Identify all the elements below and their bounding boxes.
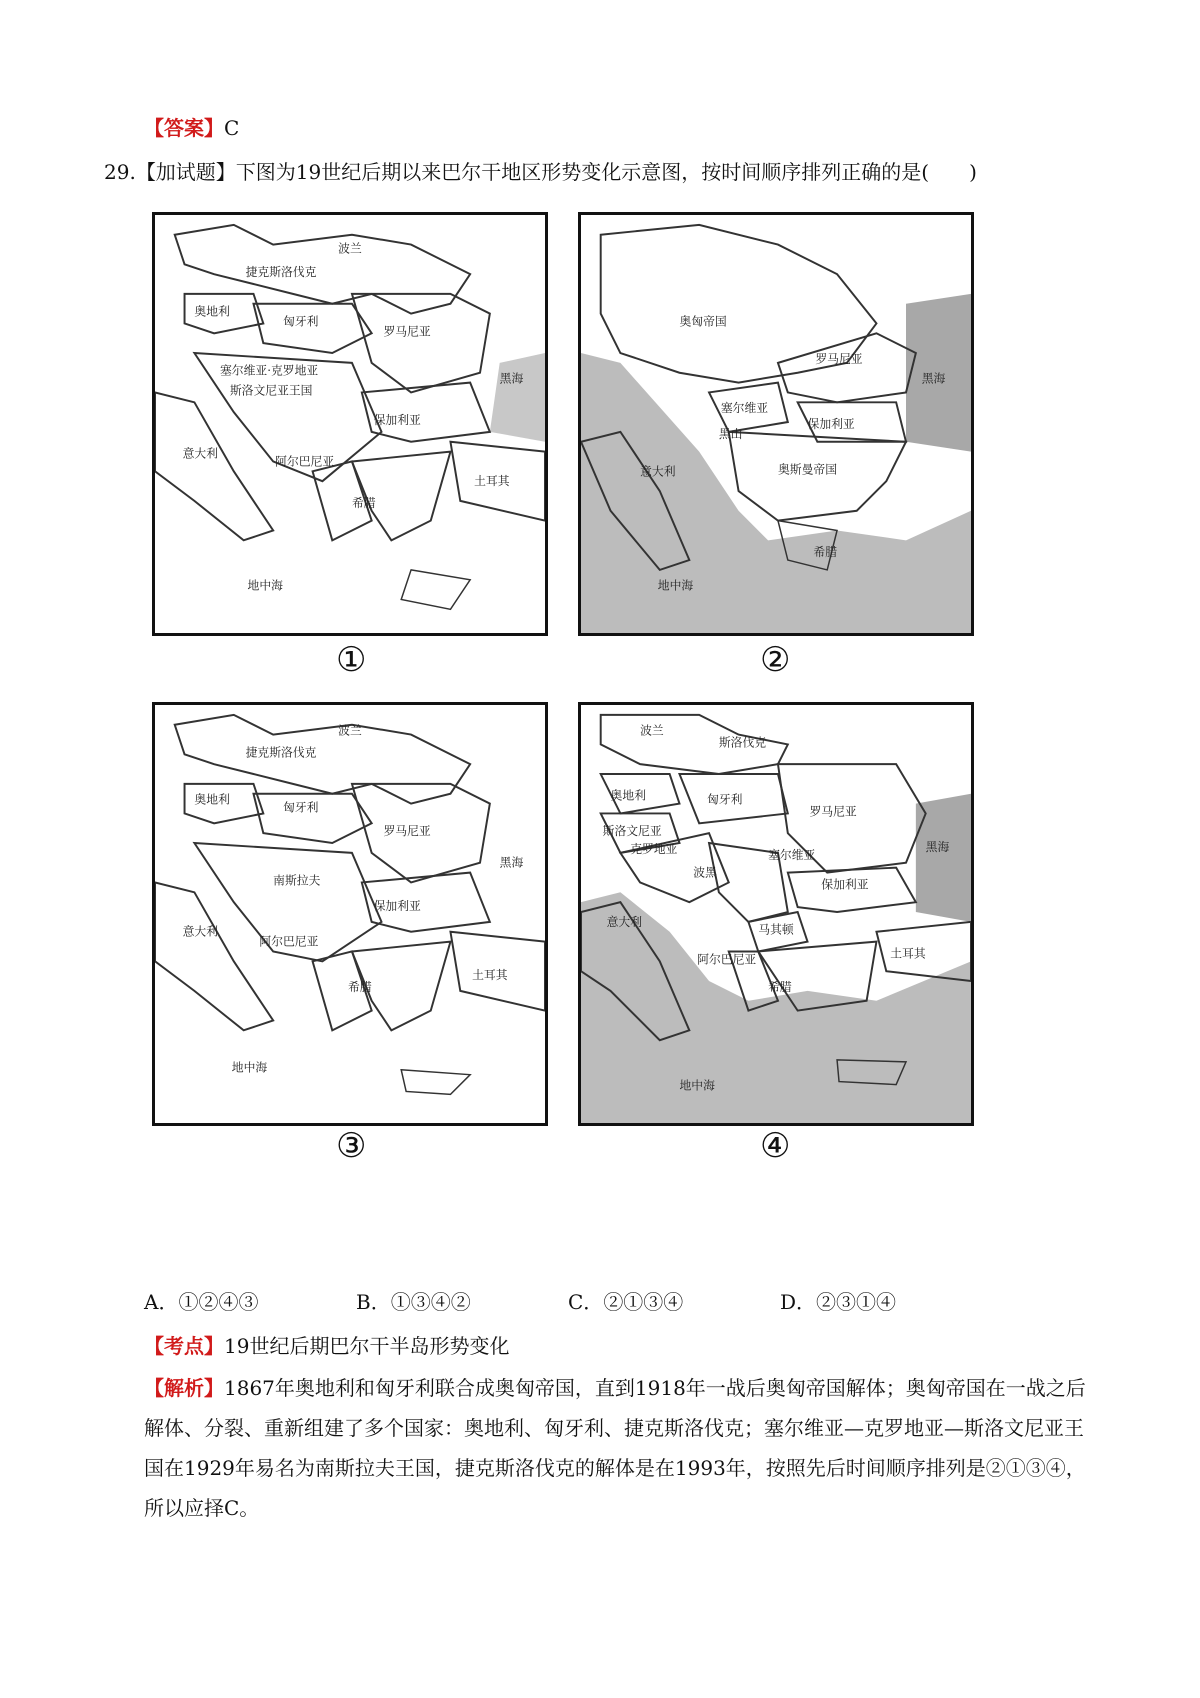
map-1-label-5: 塞尔维亚·克罗地亚 <box>220 363 319 378</box>
map-4-label-2: 奥地利 <box>610 788 646 803</box>
map-4 <box>578 702 974 1126</box>
option-a-value: ①②④③ <box>178 1290 259 1314</box>
map-4-label-1: 斯洛伐克 <box>718 735 767 750</box>
option-b-letter: B． <box>356 1290 391 1314</box>
option-b-value: ①③④② <box>390 1290 471 1314</box>
answer-value: C <box>224 116 240 140</box>
map-3-label-10: 希腊 <box>348 979 372 994</box>
option-b <box>356 1288 471 1316</box>
map-4-drawing <box>581 705 971 1123</box>
map-3-label-8: 意大利 <box>182 924 218 939</box>
map-3-label-2: 奥地利 <box>194 792 230 807</box>
map-3-label-6: 保加利亚 <box>373 899 421 914</box>
map-3-drawing <box>155 705 545 1123</box>
map-1-label-13: 地中海 <box>247 578 283 593</box>
map-4-label-16: 地中海 <box>679 1078 715 1093</box>
map-4-label-9: 黑海 <box>925 839 950 854</box>
map-3-label-0: 波兰 <box>338 723 362 738</box>
map-2-label-2: 黑海 <box>921 371 946 386</box>
map-2-label-4: 保加利亚 <box>807 416 855 431</box>
map-1-number: ① <box>336 640 367 680</box>
map-1-label-7: 保加利亚 <box>373 412 421 428</box>
map-2-label-3: 塞尔维亚 <box>720 401 769 416</box>
map-4-label-0: 波兰 <box>640 723 664 738</box>
map-2-label-9: 地中海 <box>657 578 694 593</box>
question-text: 下图为19世纪后期以来巴尔干地区形势变化示意图，按时间顺序排列正确的是( ) <box>235 160 977 184</box>
map-4-number: ④ <box>760 1126 791 1166</box>
map-1-label-4: 罗马尼亚 <box>383 324 431 339</box>
map-4-label-15: 土耳其 <box>890 946 926 961</box>
map-4-label-3: 匈牙利 <box>707 792 743 807</box>
map-4-label-4: 罗马尼亚 <box>809 804 857 819</box>
map-2-number: ② <box>760 640 791 680</box>
map-2-label-6: 意大利 <box>640 464 676 479</box>
map-1-label-6: 斯洛文尼亚王国 <box>229 383 313 398</box>
map-1-label-1: 捷克斯洛伐克 <box>245 265 317 280</box>
map-3-number: ③ <box>336 1126 367 1166</box>
map-1-label-12: 土耳其 <box>474 474 510 489</box>
map-3-label-4: 罗马尼亚 <box>383 824 431 839</box>
option-d-value: ②③①④ <box>816 1290 897 1314</box>
option-a <box>144 1288 258 1316</box>
option-d-letter: D． <box>780 1290 817 1314</box>
map-1-label-10: 阿尔巴尼亚 <box>275 454 335 469</box>
map-3-label-9: 阿尔巴尼亚 <box>259 934 319 949</box>
jiexi-paragraph <box>144 1368 1096 1528</box>
answer-line <box>144 114 239 142</box>
map-2-label-5: 黑山 <box>718 426 743 441</box>
map-4-label-12: 马其顿 <box>758 922 794 937</box>
map-2-drawing <box>581 215 971 633</box>
jiexi-label: 【解析】 <box>144 1376 224 1400</box>
map-3-label-7: 黑海 <box>499 855 524 870</box>
map-1-label-8: 黑海 <box>499 371 524 386</box>
question-number: 29. <box>104 160 136 184</box>
map-3 <box>152 702 548 1126</box>
option-d <box>780 1288 896 1316</box>
answer-label: 【答案】 <box>144 116 224 140</box>
map-2-label-1: 罗马尼亚 <box>815 351 863 366</box>
map-2-label-7: 奥斯曼帝国 <box>777 462 838 477</box>
map-1-label-9: 意大利 <box>182 446 218 461</box>
kaodian-label: 【考点】 <box>144 1334 224 1358</box>
map-1-label-3: 匈牙利 <box>283 314 319 329</box>
option-a-letter: A． <box>144 1290 179 1314</box>
map-3-label-11: 土耳其 <box>472 968 508 983</box>
map-3-label-1: 捷克斯洛伐克 <box>245 745 317 760</box>
map-3-label-5: 南斯拉夫 <box>273 873 321 888</box>
question-line <box>104 158 977 186</box>
map-3-label-3: 匈牙利 <box>283 800 319 815</box>
map-4-label-8: 塞尔维亚 <box>768 847 816 862</box>
option-c <box>568 1288 683 1316</box>
question-tag: 【加试题】 <box>135 160 236 184</box>
map-4-label-10: 保加利亚 <box>821 877 869 892</box>
map-2 <box>578 212 974 636</box>
map-2-label-0: 奥匈帝国 <box>679 314 727 329</box>
map-1-label-11: 希腊 <box>351 495 376 510</box>
map-1 <box>152 212 548 636</box>
jiexi-text: 1867年奥地利和匈牙利联合成奥匈帝国，直到1918年一战后奥匈帝国解体；奥匈帝国在一战之后解体、分裂、重新组建了多个国家：奥地利、匈牙利、捷克斯洛伐克；塞尔维亚—克罗地亚—斯洛文尼亚王国在1929年易名为南斯拉夫王国，捷克斯洛伐克的解体是在1993年，按照先后时间顺序排列是②①③④，所以应择C。 <box>144 1376 1086 1520</box>
map-1-label-2: 奥地利 <box>194 304 230 319</box>
map-4-label-7: 波黑 <box>693 865 717 880</box>
map-4-label-5: 斯洛文尼亚 <box>602 824 662 839</box>
kaodian-text: 19世纪后期巴尔干半岛形势变化 <box>224 1334 510 1358</box>
kaodian-line <box>144 1332 509 1360</box>
option-c-value: ②①③④ <box>603 1290 684 1314</box>
map-4-label-6: 克罗地亚 <box>630 841 678 856</box>
map-4-label-11: 意大利 <box>606 914 643 929</box>
map-4-label-13: 阿尔巴尼亚 <box>697 952 757 967</box>
map-1-drawing <box>155 215 545 633</box>
map-1-label-0: 波兰 <box>338 241 362 256</box>
map-4-label-14: 希腊 <box>768 979 792 994</box>
map-3-label-12: 地中海 <box>231 1060 268 1075</box>
option-c-letter: C． <box>568 1290 604 1314</box>
map-2-label-8: 希腊 <box>813 545 838 560</box>
